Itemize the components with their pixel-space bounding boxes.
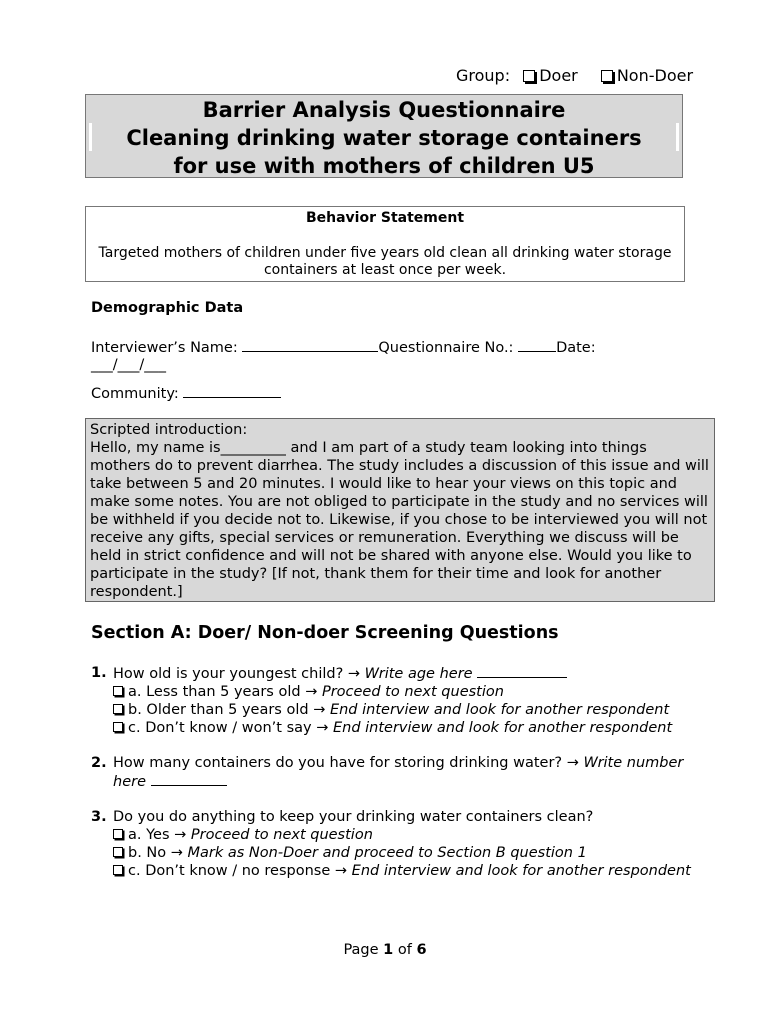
age-field[interactable] bbox=[477, 664, 567, 678]
question-text: Do you do anything to keep your drinking water containers clean? bbox=[113, 809, 594, 825]
instruction: Write age here bbox=[364, 666, 473, 682]
script-text-rest: and I am part of a study team looking into things mothers do to prevent diarrhea. The study includes a discussion of this issue and will take between 5 and 20 minutes. I would like to hear your views on this topic and make some notes. You are not obliged to participate in the study and no services will be withheld if you decide not to. Likewise, if you chose to be interviewed you will not receive any gifts, special services or remuneration. Everything we discuss will be held in strict confidence and will not be shared with anyone else. Would you like to participate in the study? [If not, thank them for their time and look for another respondent.] bbox=[90, 440, 709, 600]
title-line-3: for use with mothers of children U5 bbox=[173, 154, 595, 178]
checkbox-icon[interactable] bbox=[113, 722, 123, 732]
question-2 bbox=[91, 754, 711, 791]
of-label: of bbox=[393, 942, 417, 958]
arrow-icon: → bbox=[316, 720, 329, 736]
arrow-icon: → bbox=[347, 666, 361, 682]
option-b[interactable] bbox=[113, 844, 711, 862]
question-number: 2. bbox=[91, 755, 107, 771]
question-number: 1. bbox=[91, 665, 107, 681]
questionnaire-label: Questionnaire No.: bbox=[378, 340, 519, 356]
community-row bbox=[91, 384, 681, 403]
option-label: a. Yes bbox=[128, 827, 175, 843]
script-text-start: Hello, my name is bbox=[90, 440, 221, 456]
title-line-1: Barrier Analysis Questionnaire bbox=[202, 98, 566, 122]
demographic-heading: Demographic Data bbox=[91, 300, 244, 316]
checkbox-icon[interactable] bbox=[113, 865, 123, 875]
arrow-icon: → bbox=[334, 863, 348, 879]
instruction: Write number here bbox=[113, 755, 684, 790]
scripted-introduction-box bbox=[85, 418, 715, 602]
arrow-icon: → bbox=[305, 684, 318, 700]
option-a[interactable] bbox=[113, 683, 711, 701]
arrow-icon: → bbox=[566, 755, 579, 771]
question-3 bbox=[91, 808, 711, 880]
option-b[interactable] bbox=[113, 701, 711, 719]
non-doer-option[interactable] bbox=[601, 66, 693, 85]
instruction: Mark as Non-Doer and proceed to Section B question 1 bbox=[187, 845, 587, 861]
question-text: How old is your youngest child? bbox=[113, 666, 348, 682]
option-label: b. Older than 5 years old bbox=[128, 702, 314, 718]
title-edge-mark bbox=[676, 123, 679, 151]
instruction: Proceed to next question bbox=[321, 684, 504, 700]
interviewer-row bbox=[91, 338, 681, 374]
arrow-icon: → bbox=[170, 845, 183, 861]
non-doer-label: Non-Doer bbox=[616, 66, 694, 85]
behavior-heading: Behavior Statement bbox=[305, 210, 465, 226]
behavior-text: Targeted mothers of children under five years old clean all drinking water storage containers at least once per week. bbox=[98, 245, 672, 278]
title-line-2: Cleaning drinking water storage containers bbox=[126, 126, 642, 150]
option-label: c. Don’t know / won’t say bbox=[128, 720, 317, 736]
script-heading: Scripted introduction: bbox=[90, 422, 248, 438]
date-label: Date: bbox=[556, 340, 596, 356]
script-text bbox=[90, 439, 710, 601]
question-1 bbox=[91, 664, 711, 737]
option-a[interactable] bbox=[113, 826, 711, 844]
page-label: Page bbox=[343, 942, 384, 958]
option-c[interactable] bbox=[113, 862, 711, 880]
question-number: 3. bbox=[91, 809, 107, 825]
behavior-statement-box bbox=[85, 206, 685, 282]
container-count-field[interactable] bbox=[151, 772, 227, 786]
interviewer-name-blank[interactable]: _________ bbox=[220, 440, 286, 456]
questions-list bbox=[91, 664, 711, 897]
section-a-title: Section A: Doer/ Non-doer Screening Questions bbox=[91, 623, 559, 643]
interviewer-label: Interviewer’s Name: bbox=[91, 340, 243, 356]
question-text: How many containers do you have for storing drinking water? bbox=[113, 755, 567, 771]
checkbox-icon[interactable] bbox=[601, 70, 613, 82]
page-total: 6 bbox=[416, 942, 427, 958]
demographic-section bbox=[91, 300, 681, 403]
group-selector bbox=[456, 66, 693, 85]
checkbox-icon[interactable] bbox=[113, 847, 123, 857]
instruction: End interview and look for another respondent bbox=[351, 863, 691, 879]
date-field[interactable]: ___/___/___ bbox=[91, 357, 167, 373]
option-label: b. No bbox=[128, 845, 171, 861]
community-label: Community: bbox=[91, 386, 184, 402]
instruction: Proceed to next question bbox=[190, 827, 373, 843]
checkbox-icon[interactable] bbox=[113, 686, 123, 696]
arrow-icon: → bbox=[313, 702, 326, 718]
doer-option[interactable] bbox=[523, 66, 578, 85]
instruction: End interview and look for another respondent bbox=[329, 702, 670, 718]
checkbox-icon[interactable] bbox=[523, 70, 535, 82]
option-label: a. Less than 5 years old bbox=[128, 684, 306, 700]
checkbox-icon[interactable] bbox=[113, 829, 123, 839]
group-label: Group: bbox=[456, 66, 511, 85]
option-label: c. Don’t know / no response bbox=[128, 863, 335, 879]
instruction: End interview and look for another respondent bbox=[332, 720, 673, 736]
title-box bbox=[85, 94, 683, 178]
interviewer-name-field[interactable] bbox=[242, 338, 378, 352]
option-c[interactable] bbox=[113, 719, 711, 737]
arrow-icon: → bbox=[174, 827, 187, 843]
page-number: 1 bbox=[383, 942, 394, 958]
checkbox-icon[interactable] bbox=[113, 704, 123, 714]
community-field[interactable] bbox=[183, 384, 281, 398]
page-footer bbox=[0, 942, 770, 958]
doer-label: Doer bbox=[539, 66, 578, 85]
title-edge-mark bbox=[89, 123, 92, 151]
questionnaire-number-field[interactable] bbox=[518, 338, 556, 352]
